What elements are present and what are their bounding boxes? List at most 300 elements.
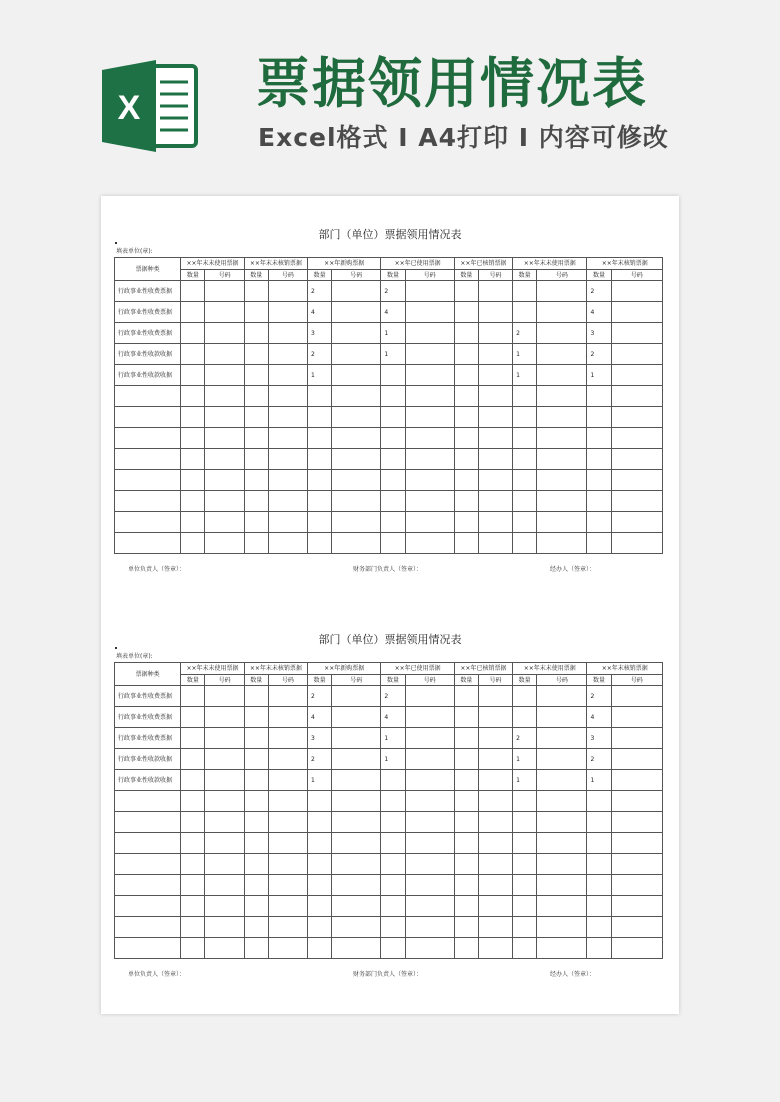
empty-cell[interactable] [115, 917, 181, 938]
empty-cell[interactable] [381, 386, 405, 407]
empty-cell[interactable] [454, 833, 478, 854]
empty-cell[interactable] [513, 833, 537, 854]
empty-cell[interactable] [478, 938, 512, 959]
code-cell[interactable] [478, 323, 512, 344]
qty-cell[interactable]: 2 [513, 728, 537, 749]
empty-cell[interactable] [268, 533, 307, 554]
qty-cell[interactable]: 1 [381, 344, 405, 365]
empty-cell[interactable] [478, 875, 512, 896]
empty-cell[interactable] [244, 533, 268, 554]
empty-cell[interactable] [244, 449, 268, 470]
code-cell[interactable] [478, 707, 512, 728]
empty-cell[interactable] [587, 833, 611, 854]
empty-cell[interactable] [115, 791, 181, 812]
code-cell[interactable] [537, 281, 587, 302]
empty-cell[interactable] [478, 491, 512, 512]
empty-cell[interactable] [478, 854, 512, 875]
empty-cell[interactable] [537, 812, 587, 833]
empty-cell[interactable] [537, 491, 587, 512]
qty-cell[interactable]: 1 [513, 749, 537, 770]
empty-cell[interactable] [478, 407, 512, 428]
code-cell[interactable] [478, 686, 512, 707]
code-cell[interactable] [205, 707, 244, 728]
empty-cell[interactable] [244, 917, 268, 938]
empty-cell[interactable] [181, 833, 205, 854]
empty-cell[interactable] [381, 491, 405, 512]
code-cell[interactable] [405, 707, 454, 728]
qty-cell[interactable]: 2 [587, 281, 611, 302]
empty-cell[interactable] [478, 512, 512, 533]
empty-cell[interactable] [205, 428, 244, 449]
code-cell[interactable] [205, 344, 244, 365]
empty-cell[interactable] [587, 407, 611, 428]
empty-cell[interactable] [478, 896, 512, 917]
empty-cell[interactable] [405, 533, 454, 554]
code-cell[interactable] [478, 365, 512, 386]
empty-cell[interactable] [308, 470, 332, 491]
qty-cell[interactable]: 2 [587, 686, 611, 707]
empty-cell[interactable] [244, 386, 268, 407]
empty-cell[interactable] [205, 791, 244, 812]
qty-cell[interactable]: 2 [308, 281, 332, 302]
empty-cell[interactable] [454, 938, 478, 959]
empty-cell[interactable] [308, 938, 332, 959]
empty-cell[interactable] [611, 491, 662, 512]
qty-cell[interactable] [454, 749, 478, 770]
qty-cell[interactable] [181, 686, 205, 707]
empty-cell[interactable] [205, 512, 244, 533]
empty-cell[interactable] [332, 512, 381, 533]
empty-cell[interactable] [181, 812, 205, 833]
empty-cell[interactable] [115, 512, 181, 533]
qty-cell[interactable]: 4 [381, 707, 405, 728]
empty-cell[interactable] [405, 812, 454, 833]
qty-cell[interactable]: 1 [381, 728, 405, 749]
empty-cell[interactable] [611, 533, 662, 554]
empty-cell[interactable] [244, 470, 268, 491]
empty-cell[interactable] [478, 917, 512, 938]
qty-cell[interactable] [454, 770, 478, 791]
qty-cell[interactable] [244, 323, 268, 344]
empty-cell[interactable] [268, 449, 307, 470]
empty-cell[interactable] [268, 428, 307, 449]
code-cell[interactable] [611, 344, 662, 365]
code-cell[interactable] [478, 344, 512, 365]
empty-cell[interactable] [244, 407, 268, 428]
qty-cell[interactable] [381, 365, 405, 386]
empty-cell[interactable] [181, 875, 205, 896]
empty-cell[interactable] [381, 533, 405, 554]
code-cell[interactable] [611, 749, 662, 770]
code-cell[interactable] [405, 281, 454, 302]
empty-cell[interactable] [268, 407, 307, 428]
code-cell[interactable] [405, 365, 454, 386]
empty-cell[interactable] [205, 833, 244, 854]
qty-cell[interactable]: 1 [381, 323, 405, 344]
empty-cell[interactable] [454, 812, 478, 833]
empty-cell[interactable] [478, 428, 512, 449]
qty-cell[interactable]: 2 [308, 749, 332, 770]
qty-cell[interactable]: 1 [381, 749, 405, 770]
code-cell[interactable] [332, 365, 381, 386]
empty-cell[interactable] [611, 896, 662, 917]
empty-cell[interactable] [537, 512, 587, 533]
empty-cell[interactable] [454, 386, 478, 407]
code-cell[interactable] [611, 302, 662, 323]
empty-cell[interactable] [513, 875, 537, 896]
empty-cell[interactable] [478, 791, 512, 812]
qty-cell[interactable]: 1 [513, 770, 537, 791]
code-cell[interactable] [478, 749, 512, 770]
qty-cell[interactable]: 1 [308, 365, 332, 386]
empty-cell[interactable] [381, 854, 405, 875]
empty-cell[interactable] [332, 533, 381, 554]
empty-cell[interactable] [181, 449, 205, 470]
empty-cell[interactable] [308, 407, 332, 428]
code-cell[interactable] [332, 770, 381, 791]
empty-cell[interactable] [454, 491, 478, 512]
code-cell[interactable] [205, 302, 244, 323]
empty-cell[interactable] [513, 407, 537, 428]
empty-cell[interactable] [454, 449, 478, 470]
qty-cell[interactable] [513, 707, 537, 728]
code-cell[interactable] [332, 281, 381, 302]
code-cell[interactable] [611, 323, 662, 344]
qty-cell[interactable] [244, 281, 268, 302]
empty-cell[interactable] [205, 875, 244, 896]
qty-cell[interactable]: 4 [587, 707, 611, 728]
code-cell[interactable] [537, 344, 587, 365]
empty-cell[interactable] [587, 512, 611, 533]
code-cell[interactable] [478, 770, 512, 791]
empty-cell[interactable] [587, 791, 611, 812]
empty-cell[interactable] [244, 512, 268, 533]
empty-cell[interactable] [115, 386, 181, 407]
empty-cell[interactable] [587, 812, 611, 833]
empty-cell[interactable] [308, 917, 332, 938]
empty-cell[interactable] [513, 470, 537, 491]
empty-cell[interactable] [454, 533, 478, 554]
empty-cell[interactable] [513, 938, 537, 959]
empty-cell[interactable] [537, 428, 587, 449]
empty-cell[interactable] [181, 896, 205, 917]
code-cell[interactable] [332, 707, 381, 728]
code-cell[interactable] [205, 728, 244, 749]
empty-cell[interactable] [205, 407, 244, 428]
code-cell[interactable] [405, 770, 454, 791]
empty-cell[interactable] [268, 386, 307, 407]
code-cell[interactable] [537, 302, 587, 323]
code-cell[interactable] [478, 302, 512, 323]
code-cell[interactable] [537, 686, 587, 707]
empty-cell[interactable] [332, 917, 381, 938]
code-cell[interactable] [268, 281, 307, 302]
empty-cell[interactable] [181, 428, 205, 449]
code-cell[interactable] [611, 365, 662, 386]
empty-cell[interactable] [268, 512, 307, 533]
empty-cell[interactable] [513, 386, 537, 407]
qty-cell[interactable] [513, 686, 537, 707]
qty-cell[interactable]: 4 [308, 707, 332, 728]
empty-cell[interactable] [381, 833, 405, 854]
empty-cell[interactable] [268, 470, 307, 491]
empty-cell[interactable] [381, 449, 405, 470]
qty-cell[interactable]: 3 [587, 323, 611, 344]
qty-cell[interactable]: 4 [381, 302, 405, 323]
code-cell[interactable] [332, 686, 381, 707]
empty-cell[interactable] [205, 491, 244, 512]
code-cell[interactable] [611, 707, 662, 728]
empty-cell[interactable] [308, 428, 332, 449]
empty-cell[interactable] [537, 791, 587, 812]
empty-cell[interactable] [115, 938, 181, 959]
empty-cell[interactable] [332, 791, 381, 812]
code-cell[interactable] [405, 323, 454, 344]
code-cell[interactable] [537, 707, 587, 728]
empty-cell[interactable] [405, 791, 454, 812]
code-cell[interactable] [268, 365, 307, 386]
empty-cell[interactable] [611, 512, 662, 533]
empty-cell[interactable] [405, 407, 454, 428]
empty-cell[interactable] [181, 512, 205, 533]
empty-cell[interactable] [405, 470, 454, 491]
empty-cell[interactable] [268, 896, 307, 917]
empty-cell[interactable] [308, 491, 332, 512]
empty-cell[interactable] [181, 470, 205, 491]
empty-cell[interactable] [478, 833, 512, 854]
empty-cell[interactable] [587, 875, 611, 896]
qty-cell[interactable] [244, 770, 268, 791]
qty-cell[interactable] [181, 770, 205, 791]
empty-cell[interactable] [513, 449, 537, 470]
empty-cell[interactable] [513, 533, 537, 554]
empty-cell[interactable] [181, 917, 205, 938]
empty-cell[interactable] [478, 812, 512, 833]
qty-cell[interactable] [244, 707, 268, 728]
empty-cell[interactable] [244, 428, 268, 449]
empty-cell[interactable] [454, 512, 478, 533]
empty-cell[interactable] [587, 449, 611, 470]
empty-cell[interactable] [115, 449, 181, 470]
code-cell[interactable] [205, 323, 244, 344]
empty-cell[interactable] [587, 533, 611, 554]
qty-cell[interactable]: 2 [513, 323, 537, 344]
empty-cell[interactable] [537, 386, 587, 407]
qty-cell[interactable] [244, 749, 268, 770]
empty-cell[interactable] [537, 449, 587, 470]
empty-cell[interactable] [205, 896, 244, 917]
empty-cell[interactable] [115, 854, 181, 875]
empty-cell[interactable] [205, 533, 244, 554]
qty-cell[interactable]: 1 [308, 770, 332, 791]
empty-cell[interactable] [115, 533, 181, 554]
empty-cell[interactable] [244, 875, 268, 896]
empty-cell[interactable] [611, 386, 662, 407]
empty-cell[interactable] [268, 833, 307, 854]
empty-cell[interactable] [181, 938, 205, 959]
qty-cell[interactable] [454, 365, 478, 386]
empty-cell[interactable] [587, 896, 611, 917]
qty-cell[interactable]: 4 [308, 302, 332, 323]
empty-cell[interactable] [268, 812, 307, 833]
code-cell[interactable] [205, 281, 244, 302]
empty-cell[interactable] [381, 470, 405, 491]
empty-cell[interactable] [308, 449, 332, 470]
empty-cell[interactable] [381, 428, 405, 449]
empty-cell[interactable] [268, 875, 307, 896]
empty-cell[interactable] [513, 917, 537, 938]
qty-cell[interactable]: 3 [587, 728, 611, 749]
empty-cell[interactable] [332, 407, 381, 428]
empty-cell[interactable] [405, 917, 454, 938]
qty-cell[interactable] [244, 344, 268, 365]
code-cell[interactable] [332, 302, 381, 323]
empty-cell[interactable] [308, 854, 332, 875]
empty-cell[interactable] [405, 896, 454, 917]
empty-cell[interactable] [244, 896, 268, 917]
empty-cell[interactable] [205, 917, 244, 938]
code-cell[interactable] [205, 770, 244, 791]
empty-cell[interactable] [308, 791, 332, 812]
empty-cell[interactable] [587, 428, 611, 449]
empty-cell[interactable] [587, 470, 611, 491]
empty-cell[interactable] [332, 491, 381, 512]
code-cell[interactable] [478, 728, 512, 749]
code-cell[interactable] [268, 344, 307, 365]
empty-cell[interactable] [332, 854, 381, 875]
qty-cell[interactable] [181, 707, 205, 728]
empty-cell[interactable] [537, 833, 587, 854]
empty-cell[interactable] [454, 407, 478, 428]
code-cell[interactable] [405, 302, 454, 323]
empty-cell[interactable] [332, 833, 381, 854]
empty-cell[interactable] [115, 407, 181, 428]
empty-cell[interactable] [454, 854, 478, 875]
empty-cell[interactable] [405, 428, 454, 449]
empty-cell[interactable] [587, 938, 611, 959]
empty-cell[interactable] [405, 512, 454, 533]
empty-cell[interactable] [478, 533, 512, 554]
empty-cell[interactable] [537, 875, 587, 896]
code-cell[interactable] [268, 728, 307, 749]
qty-cell[interactable]: 2 [308, 686, 332, 707]
empty-cell[interactable] [181, 386, 205, 407]
empty-cell[interactable] [115, 875, 181, 896]
code-cell[interactable] [332, 749, 381, 770]
empty-cell[interactable] [381, 791, 405, 812]
qty-cell[interactable]: 2 [587, 749, 611, 770]
empty-cell[interactable] [308, 875, 332, 896]
empty-cell[interactable] [244, 812, 268, 833]
empty-cell[interactable] [115, 470, 181, 491]
empty-cell[interactable] [332, 938, 381, 959]
empty-cell[interactable] [537, 470, 587, 491]
empty-cell[interactable] [268, 917, 307, 938]
code-cell[interactable] [537, 728, 587, 749]
code-cell[interactable] [537, 323, 587, 344]
code-cell[interactable] [405, 749, 454, 770]
code-cell[interactable] [611, 281, 662, 302]
empty-cell[interactable] [115, 428, 181, 449]
empty-cell[interactable] [587, 491, 611, 512]
qty-cell[interactable]: 1 [587, 770, 611, 791]
empty-cell[interactable] [268, 854, 307, 875]
qty-cell[interactable] [454, 686, 478, 707]
qty-cell[interactable]: 2 [381, 686, 405, 707]
empty-cell[interactable] [308, 833, 332, 854]
qty-cell[interactable] [181, 344, 205, 365]
code-cell[interactable] [332, 344, 381, 365]
empty-cell[interactable] [611, 812, 662, 833]
code-cell[interactable] [205, 686, 244, 707]
empty-cell[interactable] [181, 854, 205, 875]
empty-cell[interactable] [381, 875, 405, 896]
qty-cell[interactable]: 4 [587, 302, 611, 323]
code-cell[interactable] [332, 728, 381, 749]
empty-cell[interactable] [478, 470, 512, 491]
empty-cell[interactable] [611, 428, 662, 449]
empty-cell[interactable] [537, 407, 587, 428]
empty-cell[interactable] [332, 812, 381, 833]
empty-cell[interactable] [611, 854, 662, 875]
empty-cell[interactable] [611, 938, 662, 959]
empty-cell[interactable] [454, 917, 478, 938]
qty-cell[interactable]: 2 [381, 281, 405, 302]
empty-cell[interactable] [244, 938, 268, 959]
empty-cell[interactable] [537, 896, 587, 917]
empty-cell[interactable] [244, 491, 268, 512]
empty-cell[interactable] [513, 854, 537, 875]
code-cell[interactable] [405, 728, 454, 749]
empty-cell[interactable] [181, 791, 205, 812]
empty-cell[interactable] [244, 833, 268, 854]
code-cell[interactable] [537, 749, 587, 770]
empty-cell[interactable] [268, 791, 307, 812]
empty-cell[interactable] [454, 428, 478, 449]
empty-cell[interactable] [513, 812, 537, 833]
code-cell[interactable] [611, 686, 662, 707]
code-cell[interactable] [268, 686, 307, 707]
empty-cell[interactable] [537, 938, 587, 959]
empty-cell[interactable] [405, 491, 454, 512]
empty-cell[interactable] [537, 533, 587, 554]
empty-cell[interactable] [381, 938, 405, 959]
empty-cell[interactable] [454, 896, 478, 917]
qty-cell[interactable] [454, 344, 478, 365]
empty-cell[interactable] [205, 812, 244, 833]
empty-cell[interactable] [205, 386, 244, 407]
empty-cell[interactable] [308, 896, 332, 917]
qty-cell[interactable] [244, 302, 268, 323]
code-cell[interactable] [205, 365, 244, 386]
empty-cell[interactable] [332, 896, 381, 917]
empty-cell[interactable] [587, 854, 611, 875]
code-cell[interactable] [478, 281, 512, 302]
qty-cell[interactable]: 3 [308, 728, 332, 749]
empty-cell[interactable] [308, 386, 332, 407]
empty-cell[interactable] [181, 407, 205, 428]
qty-cell[interactable] [181, 728, 205, 749]
empty-cell[interactable] [244, 854, 268, 875]
qty-cell[interactable] [244, 686, 268, 707]
qty-cell[interactable] [454, 728, 478, 749]
qty-cell[interactable] [244, 728, 268, 749]
qty-cell[interactable] [181, 302, 205, 323]
empty-cell[interactable] [332, 386, 381, 407]
empty-cell[interactable] [405, 854, 454, 875]
empty-cell[interactable] [115, 812, 181, 833]
empty-cell[interactable] [381, 812, 405, 833]
